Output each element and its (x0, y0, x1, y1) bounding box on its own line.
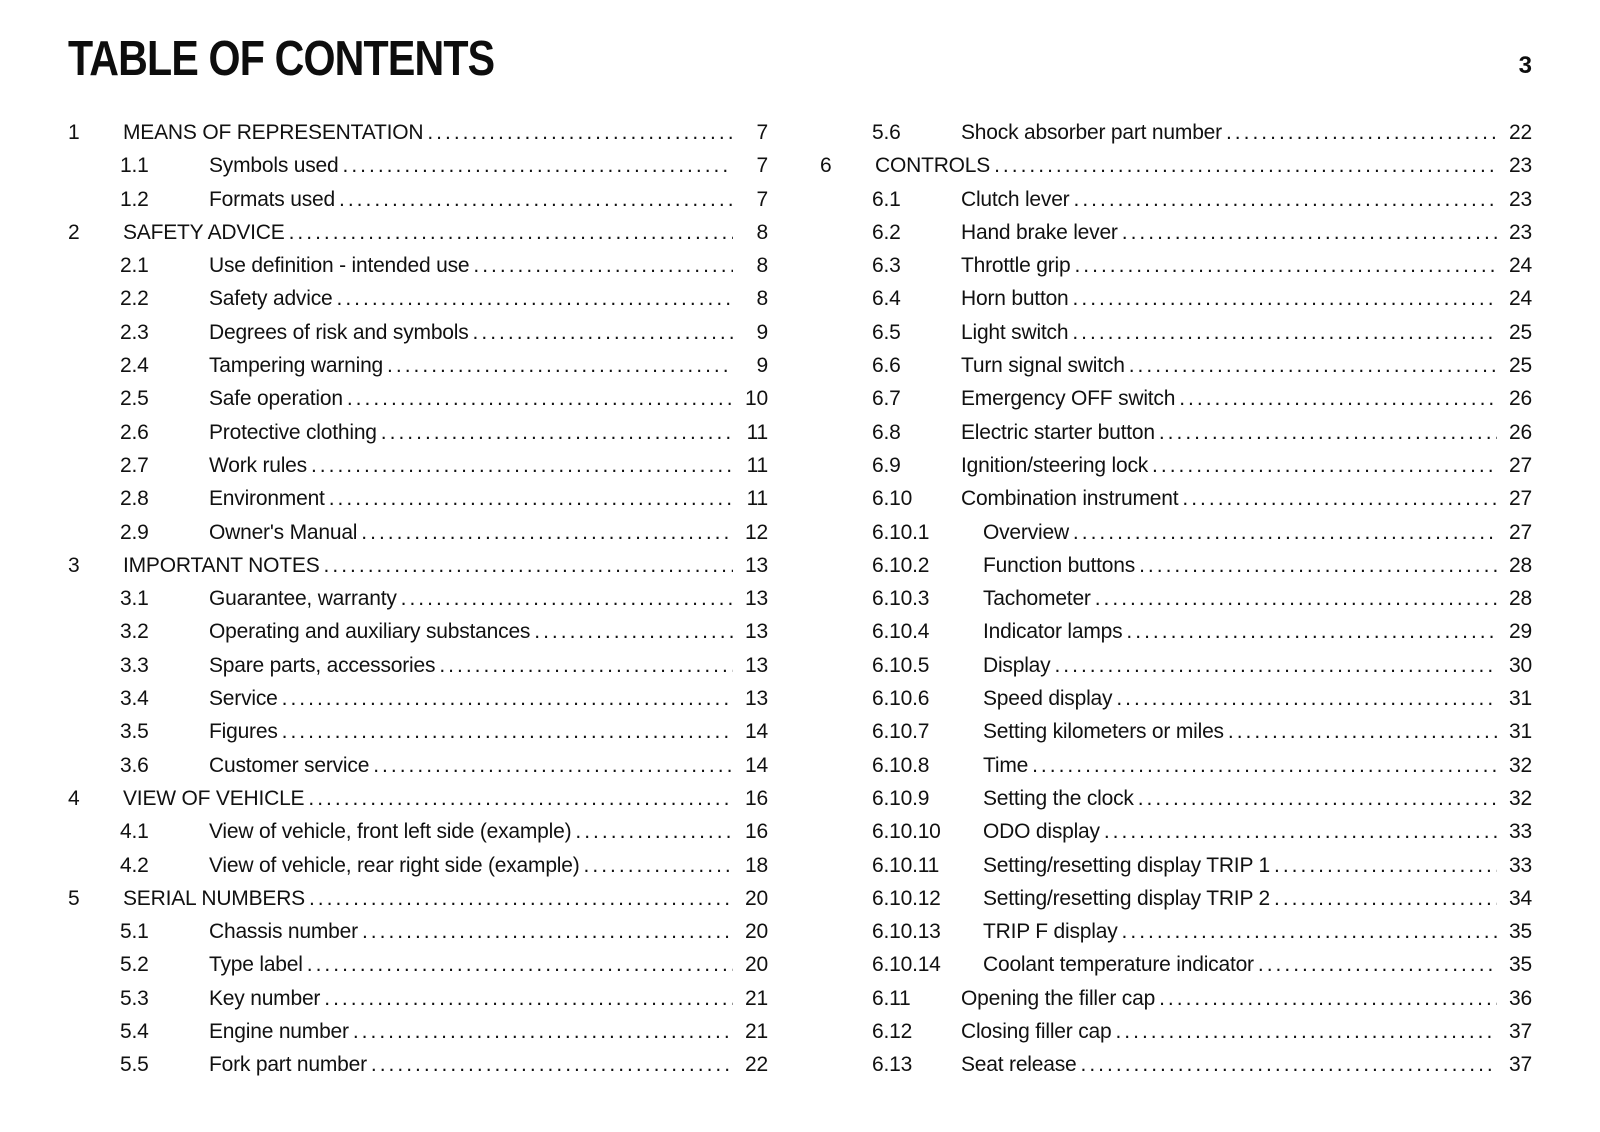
toc-dot-leader (353, 1015, 733, 1048)
toc-entry-page: 28 (1509, 587, 1532, 611)
toc-entry-title: Coolant temperature indicator (983, 953, 1254, 977)
toc-entry-number: 6.10.3 (872, 587, 930, 611)
toc-entry-title: Engine number (209, 1020, 349, 1044)
toc-entry-page: 23 (1509, 154, 1532, 178)
toc-entry-page: 32 (1509, 753, 1532, 777)
toc-dot-leader (1122, 915, 1497, 948)
toc-entry-page: 9 (756, 320, 768, 344)
toc-dot-leader (307, 948, 733, 981)
toc-dot-leader (311, 449, 733, 482)
toc-entry-title: CONTROLS (875, 154, 991, 178)
toc-entry-page: 16 (745, 820, 768, 844)
toc-column-left (68, 116, 768, 1082)
toc-dot-leader (1152, 449, 1497, 482)
toc-entry-page: 7 (756, 154, 768, 178)
toc-entry-title: Chassis number (209, 920, 358, 944)
toc-entry-number: 6.7 (872, 387, 901, 411)
toc-entry[interactable] (820, 1015, 1532, 1048)
toc-entry-number: 6.11 (872, 986, 911, 1010)
toc-dot-leader (1274, 849, 1497, 882)
toc-entry-title: Clutch lever (961, 187, 1070, 211)
toc-entry-title: Emergency OFF switch (961, 387, 1176, 411)
toc-entry-title: Setting/resetting display TRIP 2 (983, 886, 1270, 910)
toc-dot-leader (1054, 649, 1497, 682)
toc-entry[interactable] (820, 982, 1532, 1015)
page-number: 3 (1518, 52, 1532, 79)
toc-entry-number: 2.9 (120, 520, 149, 544)
toc-entry-number: 6.12 (872, 1020, 913, 1044)
toc-entry-number: 6.9 (872, 453, 901, 477)
toc-dot-leader (324, 549, 733, 582)
toc-dot-leader (1139, 549, 1497, 582)
toc-dot-leader (1138, 782, 1497, 815)
toc-entry-title: Throttle grip (961, 254, 1071, 278)
toc-dot-leader (1074, 249, 1497, 282)
toc-entry[interactable] (820, 815, 1532, 848)
toc-body (68, 116, 1532, 1082)
toc-entry[interactable] (68, 815, 768, 848)
toc-dot-leader (1159, 416, 1497, 449)
toc-entry-title: IMPORTANT NOTES (123, 553, 320, 577)
toc-entry-page: 23 (1509, 187, 1532, 211)
toc-dot-leader (439, 649, 733, 682)
toc-dot-leader (401, 582, 733, 615)
toc-entry[interactable] (68, 216, 768, 249)
toc-entry-number: 6.10.14 (872, 953, 941, 977)
toc-entry-number: 3.1 (120, 587, 149, 611)
toc-entry-page: 22 (745, 1053, 768, 1077)
toc-entry-page: 36 (1509, 986, 1532, 1010)
toc-entry[interactable] (820, 316, 1532, 349)
toc-entry[interactable] (68, 1048, 768, 1081)
toc-entry-title: Formats used (209, 187, 335, 211)
toc-entry-title: Figures (209, 720, 278, 744)
toc-entry-page: 13 (745, 620, 768, 644)
toc-entry-title: MEANS OF REPRESENTATION (123, 121, 424, 144)
toc-dot-leader (473, 249, 733, 282)
toc-entry-number: 3.5 (120, 720, 149, 744)
toc-entry-title: Protective clothing (209, 420, 377, 444)
toc-entry-number: 5.1 (120, 920, 149, 944)
toc-entry-page: 28 (1509, 553, 1532, 577)
toc-entry[interactable] (68, 482, 768, 515)
toc-entry-number: 6.13 (872, 1053, 913, 1077)
toc-dot-leader (324, 982, 733, 1015)
toc-entry-page: 14 (745, 753, 768, 777)
toc-entry[interactable] (820, 849, 1532, 882)
toc-dot-leader (387, 349, 733, 382)
toc-entry-number: 5.5 (120, 1053, 149, 1077)
toc-entry[interactable] (820, 416, 1532, 449)
toc-entry-title: Opening the filler cap (961, 986, 1156, 1010)
toc-entry-number: 2.4 (120, 354, 149, 378)
toc-entry[interactable] (820, 1048, 1532, 1081)
toc-entry-title: Display (983, 653, 1051, 677)
toc-entry[interactable] (68, 948, 768, 981)
toc-entry-page: 7 (756, 121, 768, 144)
toc-entry-number: 2.8 (120, 487, 149, 511)
toc-entry-title: Closing filler cap (961, 1020, 1112, 1044)
toc-entry-page: 31 (1509, 720, 1532, 744)
toc-dot-leader (1159, 982, 1497, 1015)
toc-entry-page: 23 (1509, 220, 1532, 244)
toc-entry-page: 21 (745, 1020, 768, 1044)
toc-entry-title: Safe operation (209, 387, 343, 411)
toc-entry[interactable] (68, 449, 768, 482)
toc-entry-title: Combination instrument (961, 487, 1179, 511)
toc-entry-title: Setting kilometers or miles (983, 720, 1224, 744)
toc-dot-leader (362, 915, 733, 948)
toc-entry-number: 6.3 (872, 254, 901, 278)
toc-column-right (820, 116, 1532, 1082)
toc-entry-number: 2.7 (120, 453, 149, 477)
toc-entry-number: 1 (68, 121, 80, 144)
toc-dot-leader (1179, 382, 1497, 415)
toc-entry[interactable] (68, 316, 768, 349)
toc-entry-number: 6.6 (872, 354, 901, 378)
toc-entry[interactable] (820, 649, 1532, 682)
toc-entry-number: 6.1 (872, 187, 901, 211)
toc-entry-title: Customer service (209, 753, 370, 777)
toc-entry-page: 13 (745, 687, 768, 711)
toc-entry-page: 25 (1509, 354, 1532, 378)
toc-entry-page: 7 (756, 187, 768, 211)
toc-entry-page: 11 (746, 420, 768, 444)
toc-entry-page: 20 (745, 920, 768, 944)
toc-dot-leader (427, 116, 733, 149)
toc-dot-leader (1081, 1048, 1497, 1081)
toc-entry-page: 14 (745, 720, 768, 744)
toc-dot-leader (534, 615, 733, 648)
toc-dot-leader (584, 849, 733, 882)
toc-entry[interactable] (820, 349, 1532, 382)
toc-entry-number: 4.2 (120, 853, 149, 877)
toc-dot-leader (361, 516, 733, 549)
toc-entry[interactable] (820, 382, 1532, 415)
toc-entry-title: Horn button (961, 287, 1069, 311)
toc-dot-leader (1073, 282, 1497, 315)
toc-entry[interactable] (68, 682, 768, 715)
toc-entry-number: 6.10.7 (872, 720, 930, 744)
toc-entry-page: 27 (1509, 487, 1532, 511)
toc-dot-leader (1104, 815, 1497, 848)
toc-dot-leader (1032, 749, 1497, 782)
toc-entry[interactable] (820, 482, 1532, 515)
toc-dot-leader (371, 1048, 733, 1081)
toc-entry-page: 13 (745, 653, 768, 677)
toc-dot-leader (309, 882, 733, 915)
toc-dot-leader (1073, 516, 1497, 549)
toc-entry-page: 18 (745, 853, 768, 877)
toc-entry-page: 27 (1509, 520, 1532, 544)
toc-entry-title: TRIP F display (983, 920, 1118, 944)
toc-entry-title: Symbols used (209, 154, 339, 178)
toc-dot-leader (1115, 1015, 1497, 1048)
toc-entry-title: Ignition/steering lock (961, 453, 1149, 477)
toc-entry-title: Type label (209, 953, 303, 977)
toc-entry-page: 24 (1509, 254, 1532, 278)
toc-entry-title: Function buttons (983, 553, 1136, 577)
toc-entry-page: 8 (756, 254, 768, 278)
toc-entry-page: 8 (756, 220, 768, 244)
toc-entry-number: 4.1 (120, 820, 149, 844)
toc-entry[interactable] (820, 149, 1532, 182)
toc-entry-page: 25 (1509, 320, 1532, 344)
toc-entry-page: 26 (1509, 420, 1532, 444)
toc-entry-page: 11 (746, 453, 768, 477)
toc-entry-title: Setting the clock (983, 786, 1134, 810)
toc-dot-leader (1073, 183, 1497, 216)
toc-entry-title: Safety advice (209, 287, 333, 311)
toc-entry[interactable] (820, 682, 1532, 715)
toc-dot-leader (339, 183, 733, 216)
toc-dot-leader (1122, 216, 1497, 249)
toc-entry[interactable] (68, 516, 768, 549)
toc-entry-page: 29 (1509, 620, 1532, 644)
toc-entry-number: 6.10.8 (872, 753, 930, 777)
toc-entry-page: 30 (1509, 653, 1532, 677)
toc-entry[interactable] (68, 149, 768, 182)
toc-entry-title: Tampering warning (209, 354, 384, 378)
toc-entry-title: Hand brake lever (961, 220, 1118, 244)
toc-dot-leader (282, 715, 733, 748)
toc-entry[interactable] (820, 948, 1532, 981)
toc-entry-title: Guarantee, warranty (209, 587, 397, 611)
toc-entry-title: View of vehicle, rear right side (example) (209, 853, 580, 877)
toc-entry-page: 13 (745, 553, 768, 577)
toc-entry-number: 2.3 (120, 320, 149, 344)
toc-entry[interactable] (820, 249, 1532, 282)
toc-entry-number: 5.3 (120, 986, 149, 1010)
toc-entry-number: 1.2 (120, 187, 149, 211)
toc-dot-leader (473, 316, 733, 349)
toc-entry-title: Light switch (961, 320, 1069, 344)
toc-entry-title: Work rules (209, 453, 307, 477)
toc-entry-number: 3.2 (120, 620, 149, 644)
toc-entry[interactable] (68, 749, 768, 782)
toc-entry-number: 3.3 (120, 653, 149, 677)
toc-entry[interactable] (820, 282, 1532, 315)
toc-dot-leader (347, 382, 733, 415)
toc-entry[interactable] (820, 615, 1532, 648)
toc-dot-leader (1274, 882, 1497, 915)
toc-entry[interactable] (68, 116, 768, 149)
toc-entry-page: 31 (1509, 687, 1532, 711)
toc-entry[interactable] (68, 782, 768, 815)
toc-entry-page: 11 (746, 487, 768, 511)
toc-entry-title: SERIAL NUMBERS (123, 886, 305, 910)
toc-entry-page: 35 (1509, 920, 1532, 944)
toc-entry-number: 5.2 (120, 953, 149, 977)
toc-entry-number: 6.10.10 (872, 820, 941, 844)
toc-entry[interactable] (820, 915, 1532, 948)
toc-entry[interactable] (820, 715, 1532, 748)
toc-dot-leader (343, 149, 734, 182)
toc-dot-leader (1228, 715, 1497, 748)
toc-entry-number: 3.4 (120, 687, 149, 711)
toc-entry-title: Indicator lamps (983, 620, 1123, 644)
toc-entry-number: 6.10.5 (872, 653, 930, 677)
toc-dot-leader (381, 416, 733, 449)
toc-entry[interactable] (68, 715, 768, 748)
toc-entry-page: 33 (1509, 820, 1532, 844)
toc-dot-leader (329, 482, 733, 515)
toc-entry-number: 6.10.9 (872, 786, 930, 810)
toc-entry-title: Speed display (983, 687, 1113, 711)
toc-entry-number: 6.8 (872, 420, 901, 444)
toc-entry-number: 6.10 (872, 487, 913, 511)
toc-entry-number: 6 (820, 154, 832, 178)
toc-entry[interactable] (68, 882, 768, 915)
toc-entry[interactable] (68, 1015, 768, 1048)
toc-entry-title: SAFETY ADVICE (123, 220, 285, 244)
toc-entry-page: 35 (1509, 953, 1532, 977)
toc-dot-leader (1182, 482, 1497, 515)
toc-entry-title: Use definition - intended use (209, 254, 470, 278)
toc-entry-page: 37 (1509, 1020, 1532, 1044)
toc-entry[interactable] (820, 549, 1532, 582)
toc-entry-page: 22 (1509, 121, 1532, 144)
page-title: TABLE OF CONTENTS (68, 32, 495, 86)
toc-entry[interactable] (68, 649, 768, 682)
toc-entry-number: 6.10.11 (872, 853, 940, 877)
toc-dot-leader (373, 749, 733, 782)
toc-entry-number: 2.6 (120, 420, 149, 444)
toc-entry[interactable] (68, 183, 768, 216)
toc-entry[interactable] (820, 749, 1532, 782)
toc-entry-title: Setting/resetting display TRIP 1 (983, 853, 1270, 877)
toc-entry-title: Spare parts, accessories (209, 653, 436, 677)
toc-entry-number: 6.2 (872, 220, 901, 244)
toc-entry[interactable] (68, 915, 768, 948)
toc-entry-number: 2.1 (120, 254, 149, 278)
toc-entry[interactable] (68, 615, 768, 648)
toc-entry-title: Turn signal switch (961, 354, 1125, 378)
toc-entry-page: 8 (756, 287, 768, 311)
toc-dot-leader (1116, 682, 1497, 715)
toc-entry[interactable] (68, 282, 768, 315)
toc-entry-title: View of vehicle, front left side (example) (209, 820, 572, 844)
toc-entry-title: Overview (983, 520, 1069, 544)
toc-entry-title: Electric starter button (961, 420, 1155, 444)
toc-entry-number: 1.1 (120, 154, 149, 178)
toc-dot-leader (336, 282, 733, 315)
toc-entry-title: VIEW OF VEHICLE (123, 786, 305, 810)
toc-dot-leader (1072, 316, 1497, 349)
toc-entry-title: Service (209, 687, 278, 711)
toc-dot-leader (282, 682, 733, 715)
toc-entry[interactable] (820, 216, 1532, 249)
toc-entry-page: 37 (1509, 1053, 1532, 1077)
toc-entry-number: 6.4 (872, 287, 901, 311)
toc-entry-page: 32 (1509, 786, 1532, 810)
toc-entry-title: Operating and auxiliary substances (209, 620, 531, 644)
toc-entry[interactable] (68, 249, 768, 282)
toc-entry-title: Tachometer (983, 587, 1091, 611)
toc-entry[interactable] (820, 582, 1532, 615)
toc-entry-title: Shock absorber part number (961, 121, 1222, 144)
toc-entry[interactable] (820, 116, 1532, 149)
toc-entry-number: 3 (68, 553, 80, 577)
toc-dot-leader (289, 216, 733, 249)
toc-dot-leader (575, 815, 733, 848)
toc-dot-leader (308, 782, 733, 815)
toc-entry-number: 2.5 (120, 387, 149, 411)
toc-entry-page: 20 (745, 886, 768, 910)
toc-entry[interactable] (820, 782, 1532, 815)
toc-entry-page: 12 (745, 520, 768, 544)
toc-entry[interactable] (68, 382, 768, 415)
toc-entry[interactable] (820, 882, 1532, 915)
toc-entry-page: 20 (745, 953, 768, 977)
toc-entry-page: 13 (745, 587, 768, 611)
toc-entry-number: 4 (68, 786, 80, 810)
toc-entry-title: Seat release (961, 1053, 1077, 1077)
toc-entry-title: ODO display (983, 820, 1100, 844)
toc-entry-number: 3.6 (120, 753, 149, 777)
toc-dot-leader (1129, 349, 1497, 382)
toc-entry[interactable] (820, 516, 1532, 549)
toc-entry[interactable] (68, 549, 768, 582)
toc-entry-title: Degrees of risk and symbols (209, 320, 469, 344)
toc-entry-number: 6.10.6 (872, 687, 930, 711)
toc-entry-page: 34 (1509, 886, 1532, 910)
toc-entry-title: Fork part number (209, 1053, 367, 1077)
toc-entry-number: 5.4 (120, 1020, 149, 1044)
toc-entry[interactable] (68, 416, 768, 449)
toc-entry-title: Time (983, 753, 1029, 777)
toc-entry-page: 26 (1509, 387, 1532, 411)
toc-entry-page: 21 (745, 986, 768, 1010)
toc-entry-title: Key number (209, 986, 321, 1010)
toc-entry[interactable] (820, 449, 1532, 482)
toc-entry-page: 27 (1509, 453, 1532, 477)
toc-entry-number: 2 (68, 220, 80, 244)
toc-entry-number: 6.10.1 (872, 520, 930, 544)
toc-entry[interactable] (68, 849, 768, 882)
toc-entry-title: Environment (209, 487, 325, 511)
toc-dot-leader (1126, 615, 1497, 648)
toc-entry-number: 6.10.13 (872, 920, 941, 944)
toc-entry-number: 5.6 (872, 121, 901, 144)
toc-entry-page: 9 (756, 354, 768, 378)
toc-entry-number: 6.10.4 (872, 620, 930, 644)
toc-entry-number: 2.2 (120, 287, 149, 311)
toc-entry-number: 6.10.12 (872, 886, 941, 910)
toc-entry-number: 6.5 (872, 320, 901, 344)
toc-dot-leader (994, 149, 1497, 182)
toc-entry-title: Owner's Manual (209, 520, 358, 544)
toc-dot-leader (1095, 582, 1497, 615)
toc-entry-page: 16 (745, 786, 768, 810)
toc-dot-leader (1258, 948, 1497, 981)
toc-entry-page: 33 (1509, 853, 1532, 877)
toc-entry-page: 24 (1509, 287, 1532, 311)
toc-entry[interactable] (68, 982, 768, 1015)
toc-dot-leader (1226, 116, 1497, 149)
toc-entry-number: 5 (68, 886, 80, 910)
toc-entry[interactable] (820, 183, 1532, 216)
toc-entry[interactable] (68, 582, 768, 615)
toc-entry[interactable] (68, 349, 768, 382)
toc-entry-page: 10 (745, 387, 768, 411)
toc-entry-number: 6.10.2 (872, 553, 930, 577)
